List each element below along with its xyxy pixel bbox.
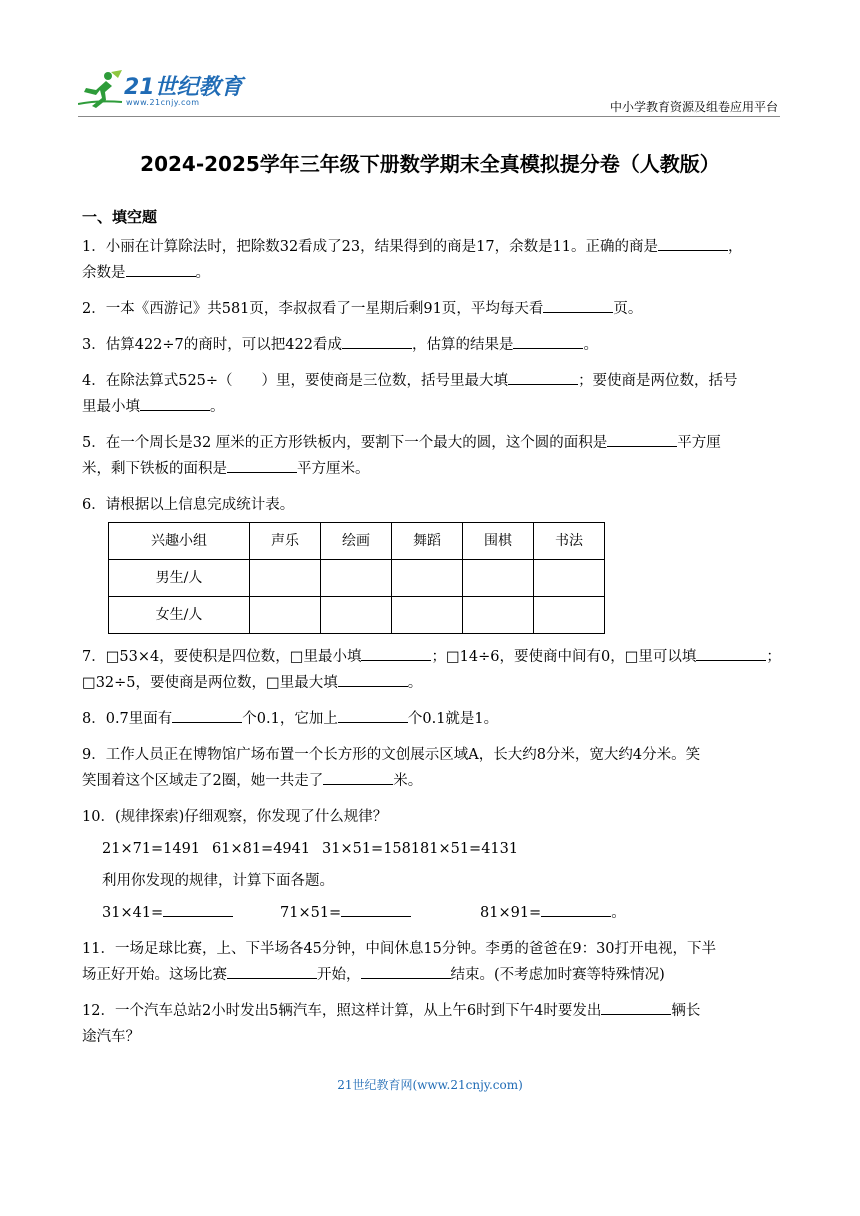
answer-blank[interactable]	[361, 646, 431, 661]
answer-blank[interactable]	[607, 432, 677, 447]
answer-blank[interactable]	[126, 262, 196, 277]
question-3: 3．估算422÷7的商时，可以把422看成 ，估算的结果是 。	[82, 332, 782, 358]
runner-logo-icon	[78, 70, 124, 110]
answer-blank[interactable]	[658, 236, 728, 251]
table-cell[interactable]	[250, 560, 321, 597]
answer-blank[interactable]	[163, 902, 233, 917]
row-label: 男生/人	[109, 560, 250, 597]
answer-blank[interactable]	[513, 334, 583, 349]
logo-text: 21世纪教育	[124, 75, 243, 100]
answer-blank[interactable]	[227, 964, 317, 979]
table-cell[interactable]	[392, 597, 463, 634]
table-row	[109, 560, 605, 597]
answer-blank[interactable]	[227, 458, 297, 473]
question-9: 9．工作人员正在博物馆广场布置一个长方形的文创展示区域A，长大约8分米，宽大约4分米。笑 笑围着这个区域走了2圈，她一共走了 米。	[82, 747, 701, 789]
table-header-cell: 书法	[534, 523, 605, 560]
answer-blank[interactable]	[543, 298, 613, 313]
answer-blank[interactable]	[172, 708, 242, 723]
answer-blank[interactable]	[342, 334, 412, 349]
page-title: 2024-2025学年三年级下册数学期末全真模拟提分卷（人教版）	[140, 152, 720, 176]
question-1: 1．小丽在计算除法时，把除数32看成了23，结果得到的商是17，余数是11。正确的商是 ， 余数是 。	[82, 234, 782, 286]
question-6: 6．请根据以上信息完成统计表。	[82, 497, 295, 513]
platform-label: 中小学教育资源及组卷应用平台	[609, 100, 778, 114]
table-cell[interactable]	[392, 560, 463, 597]
question-8: 8．0.7里面有 个0.1，它加上 个0.1就是1。	[82, 706, 782, 732]
answer-blank[interactable]	[508, 370, 578, 385]
table-cell[interactable]	[250, 597, 321, 634]
stat-table	[108, 522, 605, 634]
row-label: 女生/人	[109, 597, 250, 634]
question-4: 4．在除法算式525÷（ ）里，要使商是三位数，括号里最大填 ；要使商是两位数，括号 里最小填 。	[82, 368, 782, 420]
answer-blank[interactable]	[601, 1000, 671, 1015]
table-header-cell: 声乐	[250, 523, 321, 560]
question-10: 10．(规律探索)仔细观察，你发现了什么规律？ 21×71=1491 61×81=4941 31×51=158181×51=4131 利用你发现的规律，计算下面各题。 31×41= 71×51= 81×91= 。	[82, 809, 626, 921]
answer-blank[interactable]	[361, 964, 451, 979]
header-divider	[78, 116, 780, 117]
answer-blank[interactable]	[341, 902, 411, 917]
answer-blank[interactable]	[541, 902, 611, 917]
table-cell[interactable]	[463, 597, 534, 634]
table-header-row	[109, 523, 605, 560]
answer-blank[interactable]	[338, 708, 408, 723]
table-row	[109, 597, 605, 634]
question-11: 11．一场足球比赛，上、下半场各45分钟，中间休息15分钟。李勇的爸爸在9：30打开电视，下半 场正好开始。这场比赛 开始， 结束。(不考虑加时赛等特殊情况)	[82, 941, 717, 983]
table-header-cell: 兴趣小组	[109, 523, 250, 560]
answer-blank[interactable]	[696, 646, 766, 661]
page-footer: 21世纪教育网(www.21cnjy.com)	[337, 1078, 523, 1092]
logo-url: www.21cnjy.com	[126, 98, 200, 107]
table-cell[interactable]	[534, 560, 605, 597]
answer-blank[interactable]	[338, 672, 408, 687]
question-2: 2．一本《西游记》共581页，李叔叔看了一星期后剩91页，平均每天看 页。	[82, 296, 782, 322]
question-7: 7．□53×4，要使积是四位数，□里最小填 ；□14÷6，要使商中间有0，□里可以填 ； □32÷5，要使商是两位数，□里最大填 。	[82, 644, 782, 696]
table-header-cell: 舞蹈	[392, 523, 463, 560]
table-header-cell: 围棋	[463, 523, 534, 560]
question-5: 5．在一个周长是32 厘米的正方形铁板内，要割下一个最大的圆，这个圆的面积是 平方厘 米，剩下铁板的面积是 平方厘米。	[82, 430, 782, 482]
section-heading: 一、填空题	[82, 208, 158, 226]
answer-blank[interactable]	[140, 396, 210, 411]
logo	[78, 70, 248, 114]
table-cell[interactable]	[534, 597, 605, 634]
table-cell[interactable]	[463, 560, 534, 597]
table-header-cell: 绘画	[321, 523, 392, 560]
question-12: 12．一个汽车总站2小时发出5辆汽车，照这样计算，从上午6时到下午4时要发出 辆长 途汽车？	[82, 998, 782, 1050]
page-header	[0, 0, 860, 120]
table-cell[interactable]	[321, 560, 392, 597]
answer-blank[interactable]	[323, 770, 393, 785]
table-cell[interactable]	[321, 597, 392, 634]
exam-content	[82, 204, 782, 1060]
